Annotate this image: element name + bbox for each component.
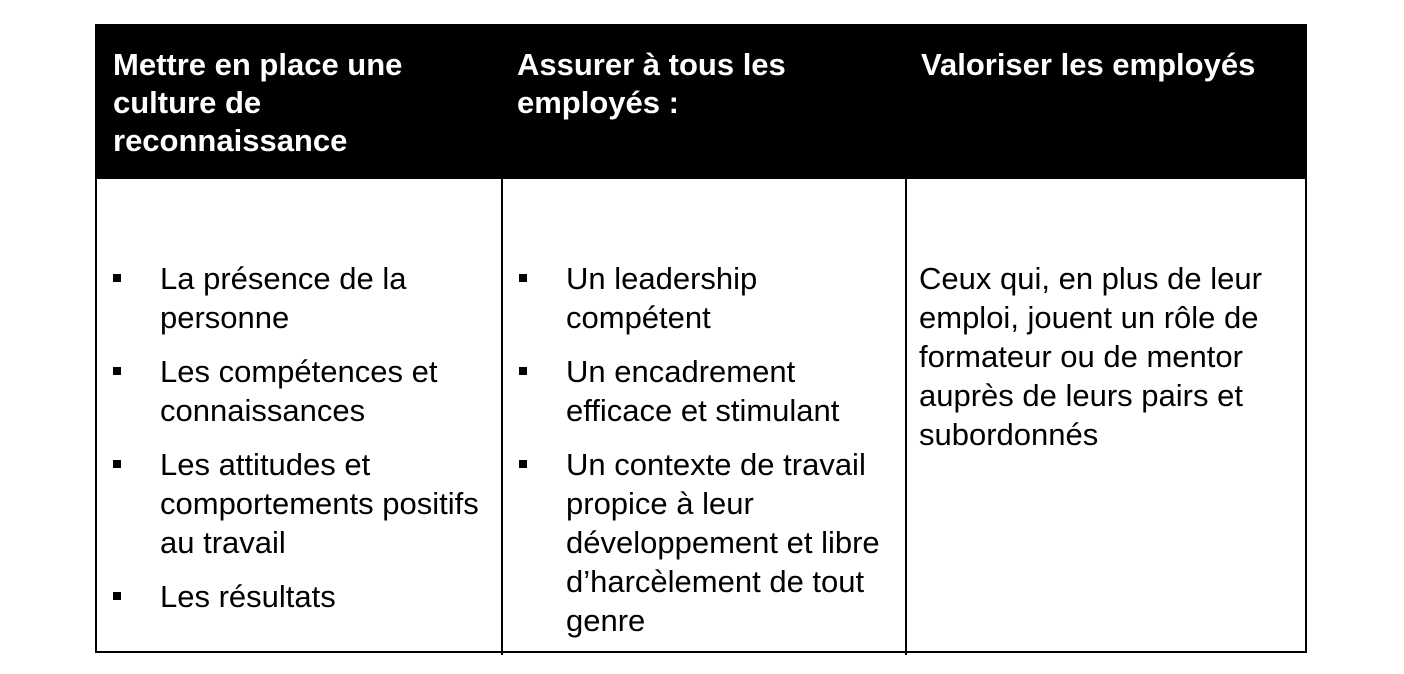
header-valoriser: Valoriser les employés xyxy=(905,26,1305,179)
cell-valoriser xyxy=(905,179,1305,655)
cell-culture xyxy=(97,179,501,655)
list-item-text: La présence de la personne xyxy=(160,261,407,335)
list-item-text: Les compétences et connaissances xyxy=(160,354,438,428)
list-item-text: Les attitudes et comportements positifs au travail xyxy=(160,447,479,560)
square-bullet-icon xyxy=(113,460,121,468)
square-bullet-icon xyxy=(113,367,121,375)
valoriser-text: Ceux qui, en plus de leur emploi, jouent un rôle de formateur ou de mentor auprès de leurs pairs et subordonnés xyxy=(919,261,1262,452)
list-item xyxy=(503,445,905,640)
list-item xyxy=(503,352,905,430)
square-bullet-icon xyxy=(113,592,121,600)
list-item xyxy=(97,445,501,562)
square-bullet-icon xyxy=(519,367,527,375)
square-bullet-icon xyxy=(519,274,527,282)
list-item-text: Un contexte de travail propice à leur développement et libre d’harcèlement de tout genre xyxy=(566,447,880,638)
list-item xyxy=(503,259,905,337)
header-assurer: Assurer à tous les employés : xyxy=(501,26,905,179)
recognition-table xyxy=(95,24,1307,653)
square-bullet-icon xyxy=(113,274,121,282)
list-item xyxy=(97,577,501,616)
list-item-text: Les résultats xyxy=(160,579,336,614)
list-item xyxy=(97,259,501,337)
header-culture: Mettre en place une culture de reconnaissance xyxy=(97,26,501,179)
list-item-text: Un encadrement efficace et stimulant xyxy=(566,354,840,428)
cell-assurer xyxy=(501,179,905,655)
square-bullet-icon xyxy=(519,460,527,468)
assurer-list xyxy=(503,259,905,640)
list-item xyxy=(97,352,501,430)
culture-list xyxy=(97,259,501,616)
list-item-text: Un leadership compétent xyxy=(566,261,758,335)
